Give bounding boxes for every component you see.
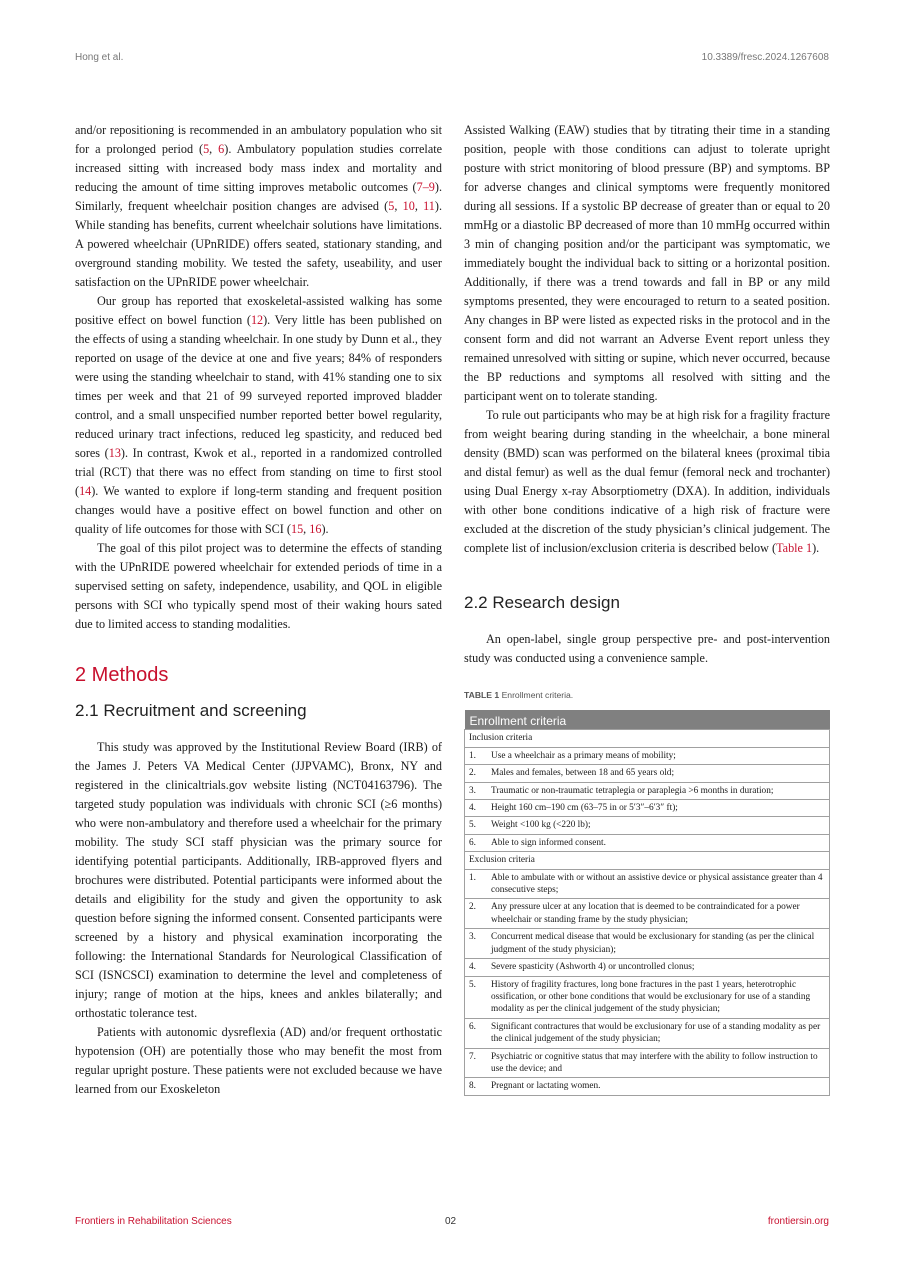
criteria-number: 4.: [465, 959, 488, 976]
footer-site[interactable]: frontiersin.org: [767, 1216, 829, 1227]
enrollment-criteria-table: [464, 710, 830, 1096]
text-run: The goal of this pilot project was to determine the effects of standing with the UPnRIDE powered wheelchair for extended periods of time in a supervised setting on safety, independence, usability, and QOL in eligible persons with SCI who typically spend most of their waking hours sated due to limited access to standing modalities.: [75, 541, 442, 631]
table-body: [465, 730, 830, 1095]
paragraph: [75, 738, 442, 1023]
table-row: [465, 1048, 830, 1078]
criteria-group-row: [465, 730, 830, 747]
criteria-text: Weight <100 kg (<220 lb);: [487, 817, 830, 834]
criteria-text: Use a wheelchair as a primary means of mobility;: [487, 747, 830, 764]
table-row: [465, 899, 830, 929]
citation-link[interactable]: Table 1: [776, 541, 813, 555]
table-row: [465, 747, 830, 764]
table-header: Enrollment criteria: [465, 710, 830, 730]
table-row: [465, 765, 830, 782]
criteria-text: Concurrent medical disease that would be exclusionary for standing (as per the clinical judgment of the study physician);: [487, 929, 830, 959]
citation-link[interactable]: 14: [79, 484, 92, 498]
citation-link[interactable]: 7–9: [416, 180, 435, 194]
table-row: [465, 817, 830, 834]
running-header-authors: Hong et al.: [75, 52, 124, 63]
paragraph: [75, 292, 442, 539]
table-row: [465, 959, 830, 976]
text-run: This study was approved by the Institutional Review Board (IRB) of the James J. Peters VA Medical Center (JJPVAMC), Bronx, NY and registered in the clinicaltrials.gov website listing (NCT04163796). The targeted study population was individuals with chronic SCI (≥6 months) who were non-ambulatory and therefore used a wheelchair for the primary mobility. The study SCI staff physician was the primary source for identifying potential participants. Additionally, IRB-approved flyers and brochures were distributed. Potential participants were informed about the details and eligibility for the study and given the opportunity to ask question before signing the informed consent. Consented participants were screened by a history and physical examination incorporating the following: the International Standards for Neurological Classification of SCI (ISNCSCI) examination to determine the level and completeness of injury; range of motion at the hips, knees and ankles bilaterally; and orthostatic tolerance test.: [75, 740, 442, 1020]
citation-link[interactable]: 11: [423, 199, 435, 213]
text-run: ). Very little has been published on the effects of using a standing wheelchair. In one study by Dunn et al., they reported on usage of the device at one and five years; 84% of responders were using the standing wheelchair to stand, with 41% standing one to six times per week and that 21 of 99 surveyed reported improved bladder control, and a small unspecified number reported better bowel regularity, reduced urinary tract infections, reduced leg spasticity, and reduced bed sores (: [75, 313, 443, 460]
criteria-text: Height 160 cm–190 cm (63–75 in or 5′3″–6′3″ ft);: [487, 800, 830, 817]
citation-link[interactable]: 16: [309, 522, 322, 536]
citation-link[interactable]: 13: [108, 446, 121, 460]
paragraph: [464, 630, 830, 668]
text-run: ).: [321, 522, 329, 536]
table-row: [465, 1078, 830, 1095]
criteria-number: 4.: [465, 800, 488, 817]
citation-link[interactable]: 5: [203, 142, 210, 156]
citation-link[interactable]: 10: [402, 199, 415, 213]
text-run: Assisted Walking (EAW) studies that by titrating their time in a standing position, people with those conditions can adjust to tolerate upright posture with strict monitoring of blood pressure (BP) and symptoms. BP for adverse changes and clinical symptoms were frequently monitored during all sessions. If a systolic BP decrease of greater than or equal to 20 mmHg or a diastolic BP decreased of more than 10 mmHg occurred within 3 min of changing position and/or the participant was symptomatic, we immediately bought the individual back to sitting or a horizontal position. Additionally, if there was a trend towards and fall in BP or any mild symptoms presented, they were encouraged to return to a seated position. Any changes in BP were listed as expected risks in the protocol and in the consent form and did not warrant an Adverse Event report unless they remained unresolved with sitting or supine, which never occurred, because the BP reductions and symptoms all resolved with sitting and the participant went on to tolerate standing.: [464, 123, 830, 403]
criteria-number: 1.: [465, 869, 488, 899]
criteria-text: Significant contractures that would be exclusionary for use of a standing modality as per the clinical judgement of the study physician;: [487, 1018, 830, 1048]
text-run: ,: [209, 142, 219, 156]
text-run: ). In contrast, Kwok et al., reported in a randomized controlled trial (RCT) that there was no effect from standing on time to first stool (: [75, 446, 442, 498]
table-caption-label: TABLE 1: [464, 690, 500, 700]
text-run: An open-label, single group perspective pre- and post-intervention study was conducted using a convenience sample.: [464, 632, 830, 665]
criteria-text: Able to sign informed consent.: [487, 834, 830, 851]
text-run: ). While standing has benefits, current wheelchair solutions have limitations. A powered wheelchair (UPnRIDE) offers seated, stationary standing, and overground standing mobility. We tested the safety, useability, and user satisfaction on the UPnRIDE power wheelchair.: [75, 199, 442, 289]
criteria-number: 8.: [465, 1078, 488, 1095]
paragraph: [75, 1023, 442, 1099]
subsection-heading: 2.1 Recruitment and screening: [75, 701, 307, 720]
text-run: Patients with autonomic dysreflexia (AD) and/or frequent orthostatic hypotension (OH) are potentially those who may benefit the most from regular upright posture. These patients were not excluded because we have learned from our Exoskeleton: [75, 1025, 442, 1096]
running-header-doi[interactable]: 10.3389/fresc.2024.1267608: [701, 52, 829, 63]
criteria-number: 3.: [465, 929, 488, 959]
table-caption: [464, 690, 830, 700]
table-row: [465, 869, 830, 899]
criteria-text: Traumatic or non-traumatic tetraplegia or paraplegia >6 months in duration;: [487, 782, 830, 799]
left-column: [75, 121, 442, 1099]
citation-link[interactable]: 5: [388, 199, 395, 213]
paragraph: [75, 539, 442, 634]
citation-link[interactable]: 12: [250, 313, 264, 327]
right-column: [464, 121, 830, 1096]
table-row: [465, 976, 830, 1018]
criteria-text: History of fragility fractures, long bone fractures in the past 1 years, heterotrophic ossification, or other bone conditions that would be exclusionary for use of a standing modality as per the clinical judgement of the study physician;: [487, 976, 830, 1018]
table-row: [465, 929, 830, 959]
table-row: [465, 834, 830, 851]
criteria-text: Males and females, between 18 and 65 years old;: [487, 765, 830, 782]
criteria-text: Pregnant or lactating women.: [487, 1078, 830, 1095]
citation-link[interactable]: 6: [218, 142, 225, 156]
text-run: Our group has reported that exoskeletal-assisted walking has some positive effect on bowel function (: [75, 294, 442, 327]
text-run: ,: [414, 199, 424, 213]
criteria-number: 6.: [465, 1018, 488, 1048]
criteria-group-row: [465, 852, 830, 869]
criteria-number: 5.: [465, 976, 488, 1018]
criteria-number: 2.: [465, 765, 488, 782]
criteria-number: 6.: [465, 834, 488, 851]
criteria-number: 3.: [465, 782, 488, 799]
text-run: and/or repositioning is recommended in an ambulatory population who sit for a prolonged period (: [75, 123, 442, 156]
criteria-number: 2.: [465, 899, 488, 929]
paragraph: [75, 121, 442, 292]
criteria-text: Psychiatric or cognitive status that may interfere with the ability to follow instruction to use the device; and: [487, 1048, 830, 1078]
criteria-group-label: Exclusion criteria: [465, 852, 830, 869]
text-run: To rule out participants who may be at high risk for a fragility fracture from weight bearing during standing in the wheelchair, a bone mineral density (BMD) scan was performed on the bilateral knees (proximal tibia and distal femur) as well as the dual femur (femoral neck and trochanter) using Dual Energy x-ray Absorptiometry (DXA). In addition, individuals with other bone conditions indicative of a high risk of fracture were excluded at the discretion of the study physician’s clinical judgement. The complete list of inclusion/exclusion criteria is described below (: [464, 408, 830, 555]
criteria-number: 5.: [465, 817, 488, 834]
criteria-number: 7.: [465, 1048, 488, 1078]
text-run: ). Ambulatory population studies correlate increased sitting with increased body mass index and mortality and reducing the amount of time sitting improves metabolic outcomes (: [75, 142, 443, 194]
text-run: ). Similarly, frequent wheelchair position changes are advised (: [75, 180, 442, 213]
citation-link[interactable]: 15: [290, 522, 304, 536]
section-heading: 2 Methods: [75, 664, 169, 686]
table-row: [465, 800, 830, 817]
text-run: ).: [812, 541, 820, 555]
criteria-text: Any pressure ulcer at any location that is deemed to be contraindicated for a power wheelchair or standing frame by the study physician;: [487, 899, 830, 929]
text-run: ,: [394, 199, 403, 213]
footer-page-number: 02: [445, 1216, 457, 1227]
table-row: [465, 1018, 830, 1048]
table-row: [465, 782, 830, 799]
text-run: ,: [303, 522, 310, 536]
criteria-text: Severe spasticity (Ashworth 4) or uncontrolled clonus;: [487, 959, 830, 976]
subsection-heading: 2.2 Research design: [464, 593, 620, 612]
criteria-group-label: Inclusion criteria: [465, 730, 830, 747]
footer-journal[interactable]: Frontiers in Rehabilitation Sciences: [75, 1216, 232, 1227]
criteria-number: 1.: [465, 747, 488, 764]
paragraph: [464, 406, 830, 558]
text-run: ). We wanted to explore if long-term standing and frequent position changes would have a positive effect on bowel function and other on quality of life outcomes for those with SCI (: [75, 484, 442, 536]
criteria-text: Able to ambulate with or without an assistive device or physical assistance greater than 4 consecutive steps;: [487, 869, 830, 899]
paragraph: [464, 121, 830, 406]
table-caption-text: Enrollment criteria.: [501, 690, 574, 700]
